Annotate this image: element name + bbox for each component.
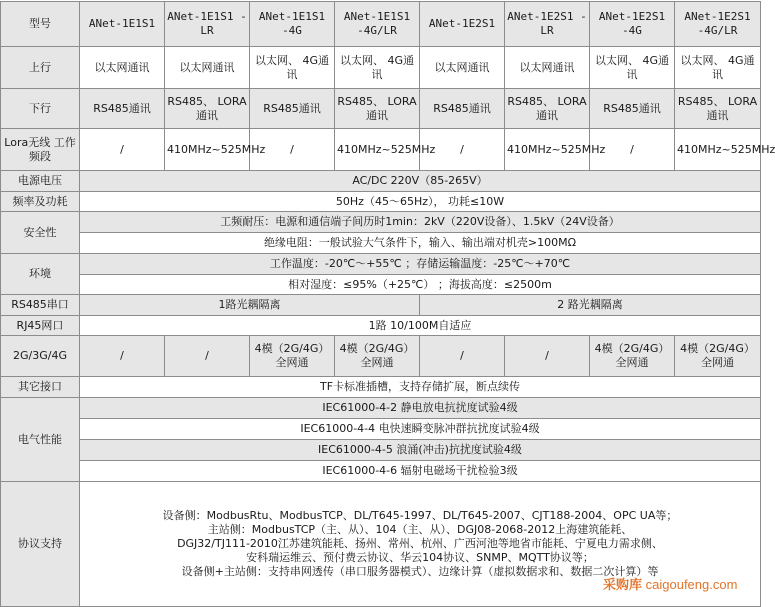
row-electrical-3 [1, 440, 761, 461]
lora-cell: 410MHz~525MHz [505, 129, 590, 171]
lora-cell: 410MHz~525MHz [165, 129, 250, 171]
row-label-rj45-port: RJ45网口 [1, 316, 80, 336]
row-label-safety: 安全性 [1, 212, 80, 254]
frequency-power-value: 50Hz（45～65Hz）， 功耗≤10W [80, 192, 761, 212]
uplink-cell: 以太网、 4G通讯 [675, 47, 761, 89]
downlink-cell: RS485、 LORA通讯 [165, 89, 250, 129]
protocol-line: 安科瑞运维云、预付费云协议、华云104协议、SNMP、MQTT协议等； [246, 551, 594, 564]
electrical-line: IEC61000-4-2 静电放电抗扰度试验4级 [80, 398, 761, 419]
row-label-power-voltage: 电源电压 [1, 171, 80, 192]
uplink-cell: 以太网、 4G通讯 [250, 47, 335, 89]
safety-line: 工频耐压：电源和通信端子间历时1min：2kV（220V设备）、1.5kV（24V设备） [80, 212, 761, 233]
model-cell: ANet-1E1S1 [80, 2, 165, 47]
downlink-cell: RS485通讯 [250, 89, 335, 129]
row-environment-1 [1, 254, 761, 275]
downlink-cell: RS485通讯 [80, 89, 165, 129]
protocol-line: 主站侧：ModbusTCP（主、从）、104（主、从）、DGJ08-2068-2012上海建筑能耗、 [207, 523, 633, 536]
lora-cell: / [80, 129, 165, 171]
model-cell: ANet-1E2S1 -4G [590, 2, 675, 47]
row-model [1, 2, 761, 47]
row-label-cellular: 2G/3G/4G [1, 336, 80, 377]
row-label-downlink: 下行 [1, 89, 80, 129]
cellular-cell: / [505, 336, 590, 377]
uplink-cell: 以太网、 4G通讯 [590, 47, 675, 89]
electrical-line: IEC61000-4-5 浪涌(冲击)抗扰度试验4级 [80, 440, 761, 461]
model-cell: ANet-1E2S1 -LR [505, 2, 590, 47]
uplink-cell: 以太网通讯 [80, 47, 165, 89]
power-voltage-value: AC/DC 220V（85-265V） [80, 171, 761, 192]
cellular-cell: / [165, 336, 250, 377]
row-rs485-port [1, 295, 761, 316]
row-label-rs485-port: RS485串口 [1, 295, 80, 316]
row-label-electrical: 电气性能 [1, 398, 80, 482]
row-frequency-power [1, 192, 761, 212]
row-rj45-port [1, 316, 761, 336]
model-cell: ANet-1E1S1 -4G [250, 2, 335, 47]
lora-cell: / [420, 129, 505, 171]
rs485-port-left: 1路光耦隔离 [80, 295, 420, 316]
safety-line: 绝缘电阻：一般试验大气条件下，输入、输出端对机壳>100MΩ [80, 233, 761, 254]
watermark-en: caigoufeng.com [645, 577, 738, 592]
downlink-cell: RS485、 LORA通讯 [505, 89, 590, 129]
downlink-cell: RS485、 LORA通讯 [335, 89, 420, 129]
cellular-cell: 4模（2G/4G） 全网通 [590, 336, 675, 377]
electrical-line: IEC61000-4-6 辐射电磁场干扰检验3级 [80, 461, 761, 482]
row-lora [1, 129, 761, 171]
row-environment-2 [1, 275, 761, 295]
cellular-cell: 4模（2G/4G） 全网通 [250, 336, 335, 377]
row-label-lora: Lora无线 工作频段 [1, 129, 80, 171]
row-electrical-1 [1, 398, 761, 419]
row-safety-1 [1, 212, 761, 233]
row-uplink [1, 47, 761, 89]
row-power-voltage [1, 171, 761, 192]
cellular-cell: 4模（2G/4G） 全网通 [675, 336, 761, 377]
row-label-protocol: 协议支持 [1, 482, 80, 607]
rs485-port-right: 2 路光耦隔离 [420, 295, 761, 316]
row-label-uplink: 上行 [1, 47, 80, 89]
lora-cell: / [250, 129, 335, 171]
uplink-cell: 以太网通讯 [505, 47, 590, 89]
watermark [603, 574, 737, 593]
model-cell: ANet-1E1S1 -LR [165, 2, 250, 47]
cellular-cell: / [420, 336, 505, 377]
protocol-line: 设备侧：ModbusRtu、ModbusTCP、DL/T645-1997、DL/T645-2007、CJT188-2004、OPC UA等； [162, 509, 678, 522]
environment-line: 工作温度：-20℃～+55℃ ；存储运输温度：-25℃～+70℃ [80, 254, 761, 275]
cellular-cell: 4模（2G/4G） 全网通 [335, 336, 420, 377]
model-cell: ANet-1E2S1 -4G/LR [675, 2, 761, 47]
cellular-cell: / [80, 336, 165, 377]
lora-cell: / [590, 129, 675, 171]
protocol-line: DGJ32/TJ111-2010江苏建筑能耗、扬州、常州、杭州、广西河池等地省市能耗、宁夏电力需求侧、 [177, 537, 663, 550]
downlink-cell: RS485通讯 [420, 89, 505, 129]
uplink-cell: 以太网、 4G通讯 [335, 47, 420, 89]
watermark-cn: 采购库 [603, 577, 643, 592]
protocol-line: 设备侧+主站侧：支持串网透传（串口服务器模式）、边缘计算（虚拟数据求和、数据二次计算）等 [181, 565, 659, 578]
electrical-line: IEC61000-4-4 电快速瞬变脉冲群抗扰度试验4级 [80, 419, 761, 440]
uplink-cell: 以太网通讯 [420, 47, 505, 89]
other-interface-value: TF卡标准插槽，支持存储扩展，断点续传 [80, 377, 761, 398]
rj45-port-value: 1路 10/100M自适应 [80, 316, 761, 336]
row-label-environment: 环境 [1, 254, 80, 295]
model-cell: ANet-1E2S1 [420, 2, 505, 47]
spec-table [0, 1, 775, 607]
row-label-model: 型号 [1, 2, 80, 47]
downlink-cell: RS485通讯 [590, 89, 675, 129]
lora-cell: 410MHz~525MHz [335, 129, 420, 171]
lora-cell: 410MHz~525MHz [675, 129, 761, 171]
row-electrical-4 [1, 461, 761, 482]
model-cell: ANet-1E1S1 -4G/LR [335, 2, 420, 47]
row-downlink [1, 89, 761, 129]
row-label-other-interface: 其它接口 [1, 377, 80, 398]
row-label-frequency-power: 频率及功耗 [1, 192, 80, 212]
row-other-interface [1, 377, 761, 398]
row-safety-2 [1, 233, 761, 254]
row-cellular [1, 336, 761, 377]
uplink-cell: 以太网通讯 [165, 47, 250, 89]
row-electrical-2 [1, 419, 761, 440]
downlink-cell: RS485、 LORA通讯 [675, 89, 761, 129]
environment-line: 相对湿度：≤95%（+25℃） ；海拔高度：≤2500m [80, 275, 761, 295]
